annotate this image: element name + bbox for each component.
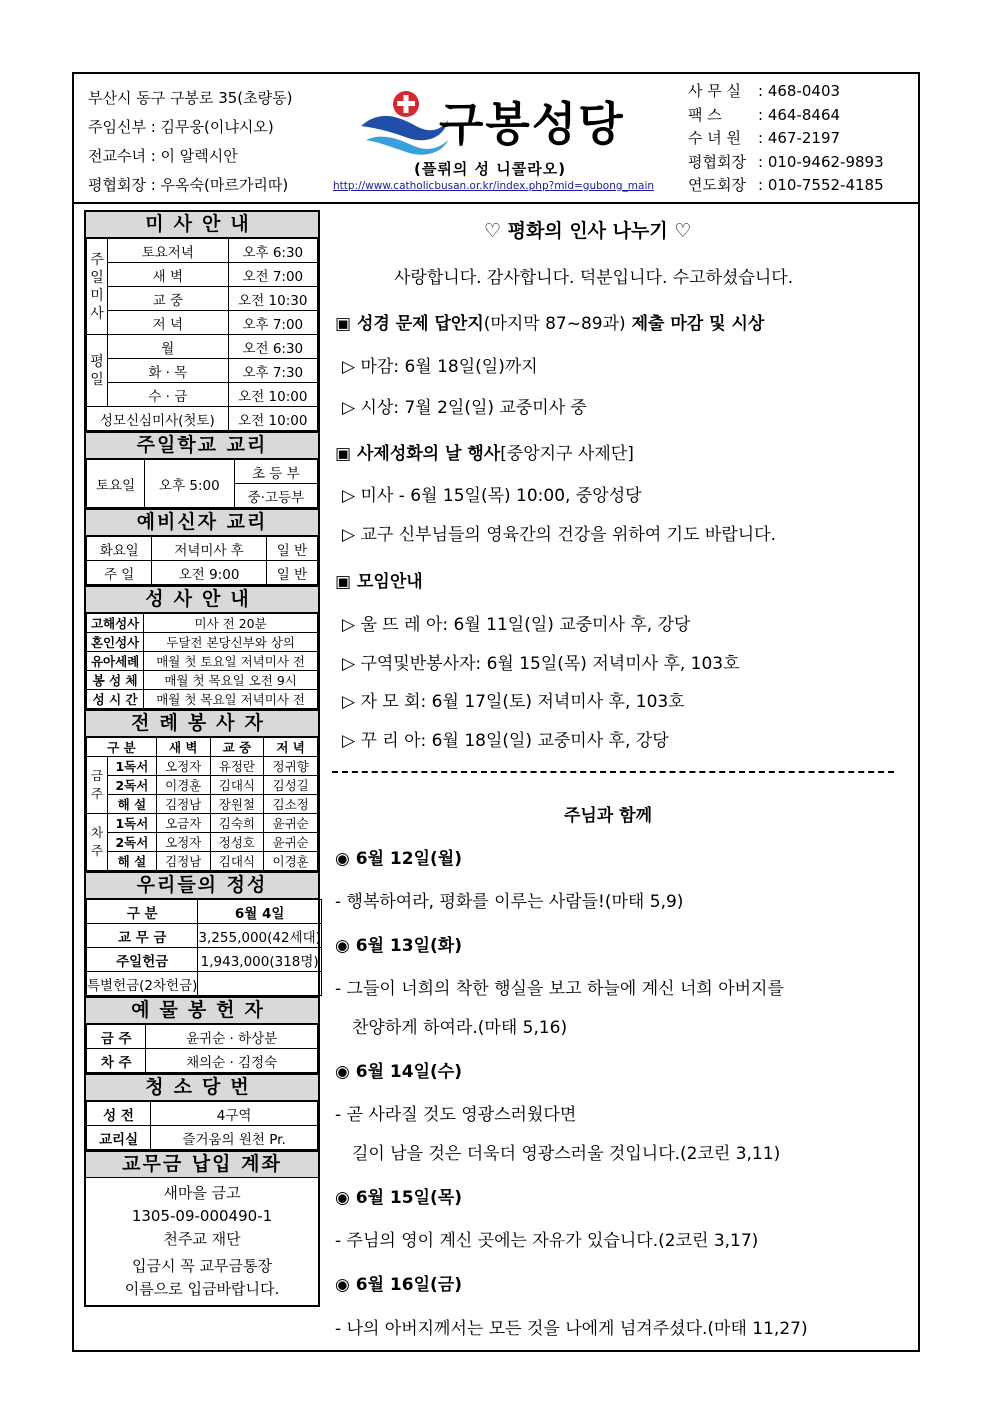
contact-row: 팩 스 : 464-8464: [688, 105, 841, 124]
account-info: 새마을 금고 1305-09-000490-1 천주교 재단 입금시 꼭 교무금통장 이름으로 입금바랍니다.: [86, 1178, 318, 1305]
contact-list: [688, 80, 884, 198]
offering-section: [84, 871, 320, 996]
address: 부산시 동구 구봉로 35(초량동): [88, 89, 293, 107]
offering-heading: 우리들의 정성: [86, 873, 318, 899]
sacraments-section: [84, 585, 320, 709]
council-president: 평협회장 : 우옥숙(마르가리따): [88, 176, 289, 194]
contact-row: 수 녀 원 : 467-2197: [688, 129, 841, 147]
day-heading: ◉ 6월 12일(월): [335, 849, 462, 869]
bulletin-frame: 부산시 동구 구봉로 35(초량동) 주임신부 : 김무웅(이냐시오) 전교수녀 : 이 알렉시안 평협회장 : 우옥숙(마르가리따) 구봉성당 (플뤼의 성 니콜라오) http://www.catholicbusan.or.kr/index.php?mid=gubong_main 사 무 실 : 468-0403 팩 스 : 464-8464 수 녀 원 : 467-2197 평협회장 : 010-9462-9893 연도회장 : 010-7552-4185 미사안내 주일미사 토요저녁 오후 6:30 새 벽 오전 7:00 교 중 오전 10:30 저 녁 오후 7:00 평일 월 오전 6:30 화 · 목 오후 7:30 수 · 금 오전 10:00 성모신심미사(첫토) 오전 10:00 주일학교 교리 토요일 오후 5:00 초 등 부 중·고등부 예비신자 교리 화요일 저녁미사 후 일 반 주 일 오전 9:00 일 반 성사안내 고해성사 미사 전 20분 혼인성사 두달전 본당신부와 상의 유아세례 매월 첫 토요일 저녁미사 전 봉 성 체 매월 첫 목요일 오전 9시 성 시 간 매월 첫 목요일 저녁미사 전 전례봉사자 구 분 새 벽 교 중 저 녁 금주 1독서 오정자 유정란 정귀향 2독서 이경훈 김대식 김성길 해 설 김정남 장원철 김소정 차주 1독서 오금자 김숙희 윤귀순 2독서 오정자 정성호 윤귀순 해 설 김정남 김대식 이경훈 우리들의 정성 구 분 6월 4일 교 무 금 3,255,000(42세대) 주일헌금 1,943,000(318명) 특별헌금(2차헌금) 예물봉헌자 금 주 윤귀순 · 하상분 차 주 채의순 · 김정숙 청소당번 성 전 4구역 교리실 즐거움의 원천 Pr. 교무금 납입 계좌 새마을 금고 1305-09-000490-1 천주교 재단 입금시 꼭 교무금통장 이름으로 입금바랍니다. ♡ 평화의 인사 나누기 ♡ 사랑합니다. 감사합니다. 덕분입니다. 수고하셨습니다. ▣ 성경 문제 답안지(마지막 87~89과) 제출 마감 및 시상 ▷ 마감: 6월 18일(일)까지 ▷ 시상: 7월 2일(일) 교중미사 중 ▣ 사제성화의 날 행사[중앙지구 사제단] ▷ 미사 - 6월 15일(목) 10:00, 중앙성당 ▷ 교구 신부님들의 영육간의 건강을 위하여 기도 바랍니다. ▣ 모임안내 ▷ 울 뜨 레 아: 6월 11일(일) 교중미사 후, 강당 ▷ 구역및반봉사자: 6월 15일(목) 저녁미사 후, 103호 ▷ 자 모 회: 6월 17일(토) 저녁미사 후, 103호 ▷ 꾸 리 아: 6월 18일(일) 교중미사 후, 강당 주님과 함께 ◉ 6월 12일(월) - 행복하여라, 평화를 이루는 사람들!(마태 5,9) ◉ 6월 13일(화) - 그들이 너희의 착한 행실을 보고 하늘에 계신 너희 아버지를 찬양하게 하여라.(마태 5,16) ◉ 6월 14일(수) - 곧 사라질 것도 영광스러웠다면 길이 남을 것은 더욱더 영광스러울 것입니다.(2코린 3,11) ◉ 6월 15일(목) - 주님의 영이 계신 곳에는 자유가 있습니다.(2코린 3,17) ◉ 6월 16일(금) - 나의 아버지께서는 모든 것을 나에게 넘겨주셨다.(마태 11,27): [72, 72, 920, 1352]
servers-section: [84, 709, 320, 871]
divider: [332, 771, 894, 773]
day-heading: ◉ 6월 16일(금): [335, 1275, 462, 1295]
greeting-text: 사랑합니다. 감사합니다. 덕분입니다. 수고하셨습니다.: [394, 268, 794, 288]
sidebar: [84, 210, 320, 1307]
notice-meetings: ▣ 모임안내: [335, 572, 423, 592]
patron-saint: (플뤼의 성 니콜라오): [414, 160, 567, 178]
sister: 전교수녀 : 이 알렉시안: [88, 147, 238, 165]
catechumen-heading: 예비신자 교리: [86, 510, 318, 536]
header: [74, 74, 918, 204]
catechumen-table: 화요일 저녁미사 후 일 반 주 일 오전 9:00 일 반: [86, 536, 318, 585]
servers-heading: 전례봉사자: [86, 711, 318, 737]
sunday-school-table: 토요일 오후 5:00 초 등 부 중·고등부: [86, 459, 318, 508]
sunday-mass-label: 주일미사: [87, 239, 108, 335]
cleaning-heading: 청소당번: [86, 1075, 318, 1101]
mass-section: [84, 210, 320, 431]
cleaning-table: 성 전 4구역 교리실 즐거움의 원천 Pr.: [86, 1101, 318, 1150]
mass-heading: 미사안내: [86, 212, 318, 238]
weekday-mass-label: 평일: [87, 335, 108, 407]
sacraments-heading: 성사안내: [86, 587, 318, 613]
notice-priest-day: ▣ 사제성화의 날 행사[중앙지구 사제단]: [335, 444, 634, 464]
marian-mass: 성모신심미사(첫토): [87, 407, 229, 431]
mass-table: 주일미사 토요저녁 오후 6:30 새 벽 오전 7:00 교 중 오전 10:30 저 녁 오후 7:00 평일 월 오전 6:30 화 · 목 오후 7:30 수 · 금 오전 10:00 성모신심미사(첫토) 오전 10:00: [86, 238, 318, 431]
donors-heading: 예물봉헌자: [86, 998, 318, 1024]
offering-table: 구 분 6월 4일 교 무 금 3,255,000(42세대) 주일헌금 1,943,000(318명) 특별헌금(2차헌금): [86, 899, 322, 996]
parish-info: [88, 84, 293, 200]
sacraments-table: 고해성사 미사 전 20분 혼인성사 두달전 본당신부와 상의 유아세례 매월 첫 토요일 저녁미사 전 봉 성 체 매월 첫 목요일 오전 9시 성 시 간 매월 첫 목요일 저녁미사 전: [86, 613, 318, 709]
servers-table: 구 분 새 벽 교 중 저 녁 금주 1독서 오정자 유정란 정귀향 2독서 이경훈 김대식 김성길 해 설 김정남 장원철 김소정 차주 1독서 오금자 김숙희 윤귀순 2독서 오정자 정성호 윤귀순 해 설 김정남 김대식 이경훈: [86, 737, 318, 871]
catechumen-section: [84, 508, 320, 585]
day-heading: ◉ 6월 14일(수): [335, 1062, 462, 1082]
parish-title: 구봉성당: [439, 97, 625, 151]
day-heading: ◉ 6월 13일(화): [335, 936, 462, 956]
cleaning-section: [84, 1073, 320, 1150]
contact-row: 평협회장 : 010-9462-9893: [688, 152, 884, 171]
pastor: 주임신부 : 김무웅(이냐시오): [88, 118, 274, 136]
day-heading: ◉ 6월 15일(목): [335, 1188, 462, 1208]
website-link[interactable]: http://www.catholicbusan.or.kr/index.php?mid=gubong_main: [333, 180, 655, 192]
account-number: 1305-09-000490-1: [131, 1207, 273, 1225]
greeting-title: ♡ 평화의 인사 나누기 ♡: [484, 220, 692, 242]
donors-table: 금 주 윤귀순 · 하상분 차 주 채의순 · 김정숙: [86, 1024, 318, 1073]
account-heading: 교무금 납입 계좌: [86, 1152, 318, 1178]
account-section: [84, 1150, 320, 1307]
with-lord-heading: 주님과 함께: [564, 806, 653, 826]
next-week-label: 차주: [87, 814, 108, 871]
sunday-school-heading: 주일학교 교리: [86, 433, 318, 459]
this-week-label: 금주: [87, 757, 108, 814]
sunday-school-section: [84, 431, 320, 508]
special-offering: 특별헌금(2차헌금): [87, 972, 198, 996]
contact-row: 연도회장 : 010-7552-4185: [688, 176, 884, 194]
notice-bible-quiz: ▣ 성경 문제 답안지(마지막 87~89과) 제출 마감 및 시상: [335, 314, 765, 334]
donors-section: [84, 996, 320, 1073]
contact-row: 사 무 실 : 468-0403: [688, 82, 841, 100]
